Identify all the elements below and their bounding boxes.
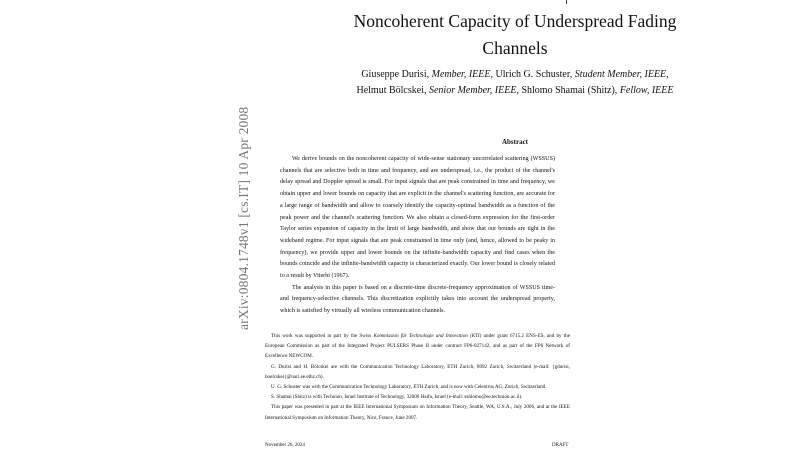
- footnote-emphasis: Kommission für Technologie und Innovation (KTI): [373, 333, 482, 339]
- left-margin: [0, 0, 230, 450]
- footer-draft-label: DRAFT: [552, 443, 569, 448]
- author-block: [230, 67, 800, 99]
- footnote-affiliation: S. Shamai (Shitz) is with Technion, Israel Institute of Technology, 32000 Haifa, Israel (e-mail: sshlomo@ee.technion.ac.il).: [271, 394, 523, 401]
- arxiv-stamp: arXiv:0804.1748v1 [cs.IT] 10 Apr 2008: [236, 106, 251, 330]
- abstract-paragraph: The analysis in this paper is based on a discrete-time discrete-frequency approximation of WSSUS time- and frequency-selective channels. This discretization explicitly takes into account the underspread property, which is satisfied by virtually all wireless communication channels.: [280, 284, 555, 315]
- author-name: Helmut Bölcskei,: [356, 85, 427, 96]
- title-line-2: Channels: [482, 38, 548, 58]
- footnote-presentation: This paper was presented in part at the IEEE International Symposium on Information Theory, Seattle, WA, U.S.A., July 2006, and at the IEEE International Symposium on Information Theory, Nice, France, June 2007.: [265, 404, 570, 421]
- page-edge-mark: [566, 0, 567, 4]
- footnote-affiliation: G. Durisi and H. Bölcskei are with the Communication Technology Laboratory, ETH Zurich, 8092 Zurich, Switzerland (e-mail: {gdurisi, boelcskei}@nari.ee.ethz.ch).: [265, 363, 570, 380]
- author-name: Shlomo Shamai (Shitz),: [521, 85, 618, 96]
- footnote-funding: [265, 331, 570, 362]
- author-role: Senior Member, IEEE,: [428, 85, 519, 96]
- author-role: Member, IEEE,: [431, 69, 493, 80]
- abstract-heading: Abstract: [501, 138, 529, 146]
- authors-line-1: [230, 67, 800, 83]
- abstract-body: [280, 154, 555, 318]
- footer-date: November 26, 2024: [265, 443, 305, 448]
- abstract-paragraph: We derive bounds on the noncoherent capacity of wide-sense stationary uncorrelated scattering (WSSUS) channels that are selective both in time and frequency, and are underspread, i.e., the product of the channel's delay spread and Doppler spread is small. For input signals that are peak constrained in time and frequency, we obtain upper and lower bounds on capacity that are explicit in the channel's scattering function, are accurate for a large range of bandwidth and allow to coarsely identify the capacity-optimal bandwidth as a function of the peak power and the channel's scattering function. We also obtain a closed-form expression for the first-order Taylor series expansion of capacity in the limit of large bandwidth, and show that our bounds are tight in the wideband regime. For input signals that are peak constrained in time only (and, hence, allowed to be peaky in frequency), we provide upper and lower bounds on the infinite-bandwidth capacity and find cases when the bounds coincide and the infinite-bandwidth capacity is characterized exactly. Our lower bound is closely related to a result by Viterbi (1967).: [280, 156, 555, 280]
- footnotes: [265, 331, 570, 423]
- paper-title: [230, 8, 800, 62]
- author-role: Student Member, IEEE,: [574, 69, 669, 80]
- footnote-affiliation: U. G. Schuster was with the Communication Technology Laboratory, ETH Zurich, and is now with Celeotrus AG, Zurich, Switzerland.: [271, 384, 547, 391]
- title-line-1: Noncoherent Capacity of Underspread Fading: [353, 11, 677, 31]
- author-name: Ulrich G. Schuster,: [495, 69, 573, 80]
- footnote-text: under grant 6715.2 ENS-ES, and by the European Commission as part of the Integrated Project PULSERS Phase II under contract FP6-027142, and as part of the FP6 Network of Excellence NEWCOM.: [265, 333, 570, 360]
- authors-line-2: [230, 83, 800, 99]
- footnote-text: This work was supported in part by the Swiss: [271, 333, 374, 339]
- author-role: Fellow, IEEE: [619, 85, 674, 96]
- author-name: Giuseppe Durisi,: [361, 69, 430, 80]
